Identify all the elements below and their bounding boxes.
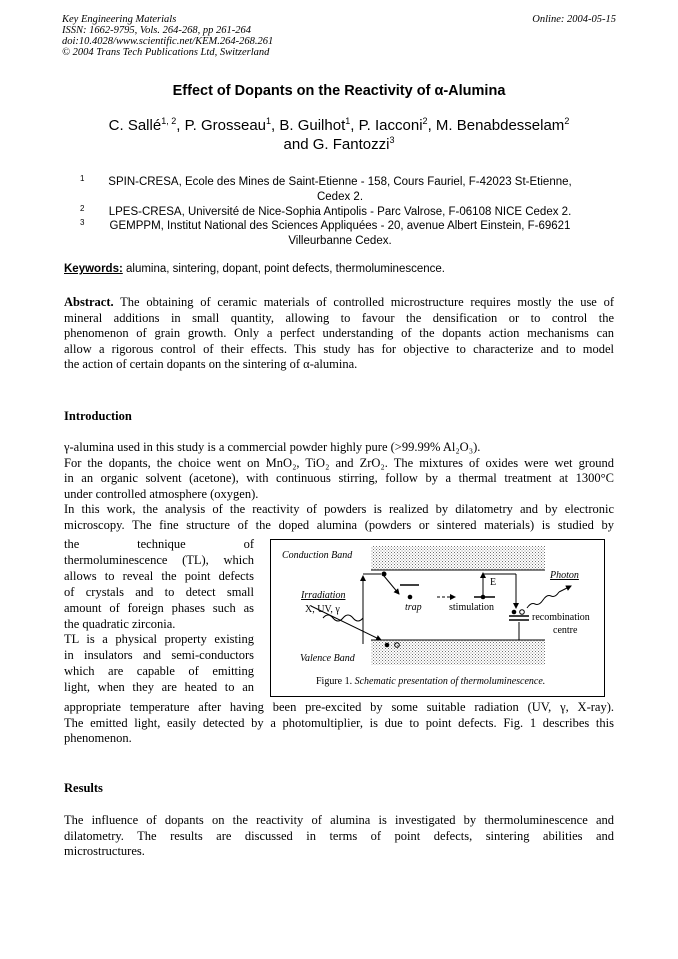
results-line: The influence of dopants on the reactivity of alumina is investigated by thermoluminescence and xyxy=(64,813,614,827)
affiliation-line: GEMPPM, Institut National des Sciences Appliquées - 20, avenue Albert Einstein, F-69621 xyxy=(109,220,571,232)
keywords xyxy=(64,263,614,275)
hole-marker xyxy=(385,643,390,648)
thermoluminescence-diagram xyxy=(271,540,604,696)
abstract-label: Abstract. xyxy=(64,295,114,309)
author: C. Sallé xyxy=(108,117,162,134)
abstract-text: The obtaining of ceramic materials of controlled microstructure requires mostly the use of xyxy=(120,295,614,309)
author: B. Guilhot xyxy=(279,117,346,134)
intro-wrap-line: of crystals and to detect small xyxy=(64,584,254,599)
intro-line: For the dopants, the choice went on MnO₂, TiO₂ and ZrO₂. The mixtures of oxides were wet ground xyxy=(64,455,614,470)
author-affiliation-mark: 1 xyxy=(266,116,272,126)
intro-line: in an organic solvent (acetone), with continuous stirring, follow by a thermal treatment at 1300°C xyxy=(64,471,614,485)
valence-band-label: Valence Band xyxy=(300,653,355,664)
trap-label: trap xyxy=(405,602,422,613)
irradiation-label: Irradiation xyxy=(301,590,346,601)
journal-name: Key Engineering Materials xyxy=(62,14,177,25)
intro-wrap-line: which are capable of emitting xyxy=(64,664,254,679)
intro-line: appropriate temperature after having been pre-excited by some suitable radiation (UV, γ, X-ray). xyxy=(64,700,614,714)
recombination-hole xyxy=(520,610,525,615)
online-date: Online: 2004-05-15 xyxy=(532,14,616,25)
conduction-band-shading xyxy=(371,546,545,570)
recombination-electron xyxy=(512,610,517,615)
author-affiliation-mark: 2 xyxy=(564,116,570,126)
affiliation-line: LPES-CRESA, Université de Nice-Sophia Antipolis - Parc Valrose, F-06108 NICE Cedex 2. xyxy=(108,206,572,218)
figure-caption-prefix: Figure 1. xyxy=(316,676,353,687)
photon-wave-icon xyxy=(527,592,559,608)
intro-continued xyxy=(64,700,614,747)
introduction-body xyxy=(64,440,614,533)
figure-caption xyxy=(316,676,545,687)
energy-label: E xyxy=(490,577,497,588)
author-affiliation-mark: 3 xyxy=(389,135,395,145)
author: M. Benabdesselam xyxy=(435,117,565,134)
released-electron xyxy=(481,595,486,600)
affiliation-number: 1 xyxy=(80,174,85,183)
keywords-label: Keywords: xyxy=(64,263,123,275)
section-heading-results: Results xyxy=(64,781,103,795)
author-affiliation-mark: 1, 2 xyxy=(161,116,177,126)
recombination-label: recombination xyxy=(532,612,590,623)
stimulation-label: stimulation xyxy=(449,602,494,613)
conduction-band-label: Conduction Band xyxy=(282,550,353,561)
irradiation-wave-icon xyxy=(323,615,363,621)
affiliation-number: 2 xyxy=(80,204,85,213)
intro-wrap-line: light, when they are heated to an xyxy=(64,680,254,695)
copyright: © 2004 Trans Tech Publications Ltd, Switzerland xyxy=(62,47,270,58)
abstract xyxy=(64,295,614,373)
intro-wrap-line: the technique of xyxy=(64,537,254,551)
affiliation-line: SPIN-CRESA, Ecole des Mines de Saint-Etienne - 158, Cours Fauriel, F-42023 St-Etienne, xyxy=(108,176,572,188)
centre-label: centre xyxy=(553,625,578,636)
photon-label: Photon xyxy=(550,570,579,581)
affiliation xyxy=(74,219,606,249)
affiliation-number: 3 xyxy=(80,218,85,227)
author-list: C. Sallé$^{1, 2}$, P. Grosseau$^1$, B. Guilhot$^1$, P. Iacconi$^2$, M. Benabdesselam$^2$ and G. Fantozzi$^3$ xyxy=(108,116,570,153)
affiliation xyxy=(74,205,606,220)
abstract-line: the action of certain dopants on the sintering of α-alumina. xyxy=(64,357,358,371)
abstract-line xyxy=(64,295,614,311)
issn: ISSN: 1662-9795, Vols. 264-268, pp 261-264 xyxy=(62,25,251,36)
abstract-line: phenomenon of grain growth. Only a perfect understanding of the dopants action mechanisms can xyxy=(64,326,614,340)
irradiation-sources: X, UV, γ xyxy=(305,604,340,615)
results-line: dilatometry. The results are discussed in terms of point defects, sintering abilities and xyxy=(64,828,614,843)
intro-wrap-line: in insulators and semi-conductors xyxy=(64,648,254,663)
intro-wrap-line: thermoluminescence (TL), which xyxy=(64,552,254,567)
abstract-line: mineral additions in small quantity, allowing to favour the densification or to control the xyxy=(64,310,614,325)
intro-line: phenomenon. xyxy=(64,731,132,745)
figure-1 xyxy=(270,539,605,697)
results-body xyxy=(64,813,614,860)
results-line: microstructures. xyxy=(64,844,145,858)
valence-band-shading xyxy=(371,640,545,665)
intro-wrap-line: amount of foreign phases such as xyxy=(64,600,254,615)
author: P. Grosseau xyxy=(184,117,267,134)
journal-header xyxy=(62,14,273,58)
intro-line: The emitted light, easily detected by a photomultiplier, is due to point defects. Fig. 1 describes this xyxy=(64,715,614,730)
intro-wrap-column xyxy=(64,537,254,696)
author-affiliation-mark: 1 xyxy=(345,116,351,126)
affiliation-line: Villeurbanne Cedex. xyxy=(288,235,392,247)
intro-line: microscopy. The fine structure of the doped alumina (powders or sintered materials) is studied by xyxy=(64,517,614,532)
trapped-electron xyxy=(408,595,413,600)
excited-electron xyxy=(382,572,387,577)
keywords-text: alumina, sintering, dopant, point defects, thermoluminescence. xyxy=(126,263,445,275)
doi: doi:10.4028/www.scientific.net/KEM.264-268.261 xyxy=(62,36,274,47)
section-heading-introduction: Introduction xyxy=(64,409,132,423)
intro-line: In this work, the analysis of the reactivity of powders is realized by dilatometry and by electronic xyxy=(64,502,614,516)
intro-wrap-line: allows to reveal the point defects xyxy=(64,568,254,583)
intro-line: γ-alumina used in this study is a commercial powder highly pure (>99.99% Al₂O₃). xyxy=(64,440,481,454)
author-affiliation-mark: 2 xyxy=(422,116,428,126)
affiliation-line: Cedex 2. xyxy=(316,191,364,203)
affiliation xyxy=(74,175,606,205)
intro-line: under controlled atmosphere (oxygen). xyxy=(64,486,259,501)
paper-title: Effect of Dopants on the Reactivity of α-Alumina xyxy=(172,83,506,99)
author: G. Fantozzi xyxy=(312,136,390,153)
author: P. Iacconi xyxy=(358,117,423,134)
figure-caption-text: Schematic presentation of thermoluminescence. xyxy=(354,676,546,687)
intro-wrap-line: the quadratic zirconia. xyxy=(64,616,176,631)
abstract-line: allow a rigorous control of their effects. This study has for objective to characterize and to model xyxy=(64,341,614,356)
intro-wrap-line: TL is a physical property existing xyxy=(64,632,254,647)
